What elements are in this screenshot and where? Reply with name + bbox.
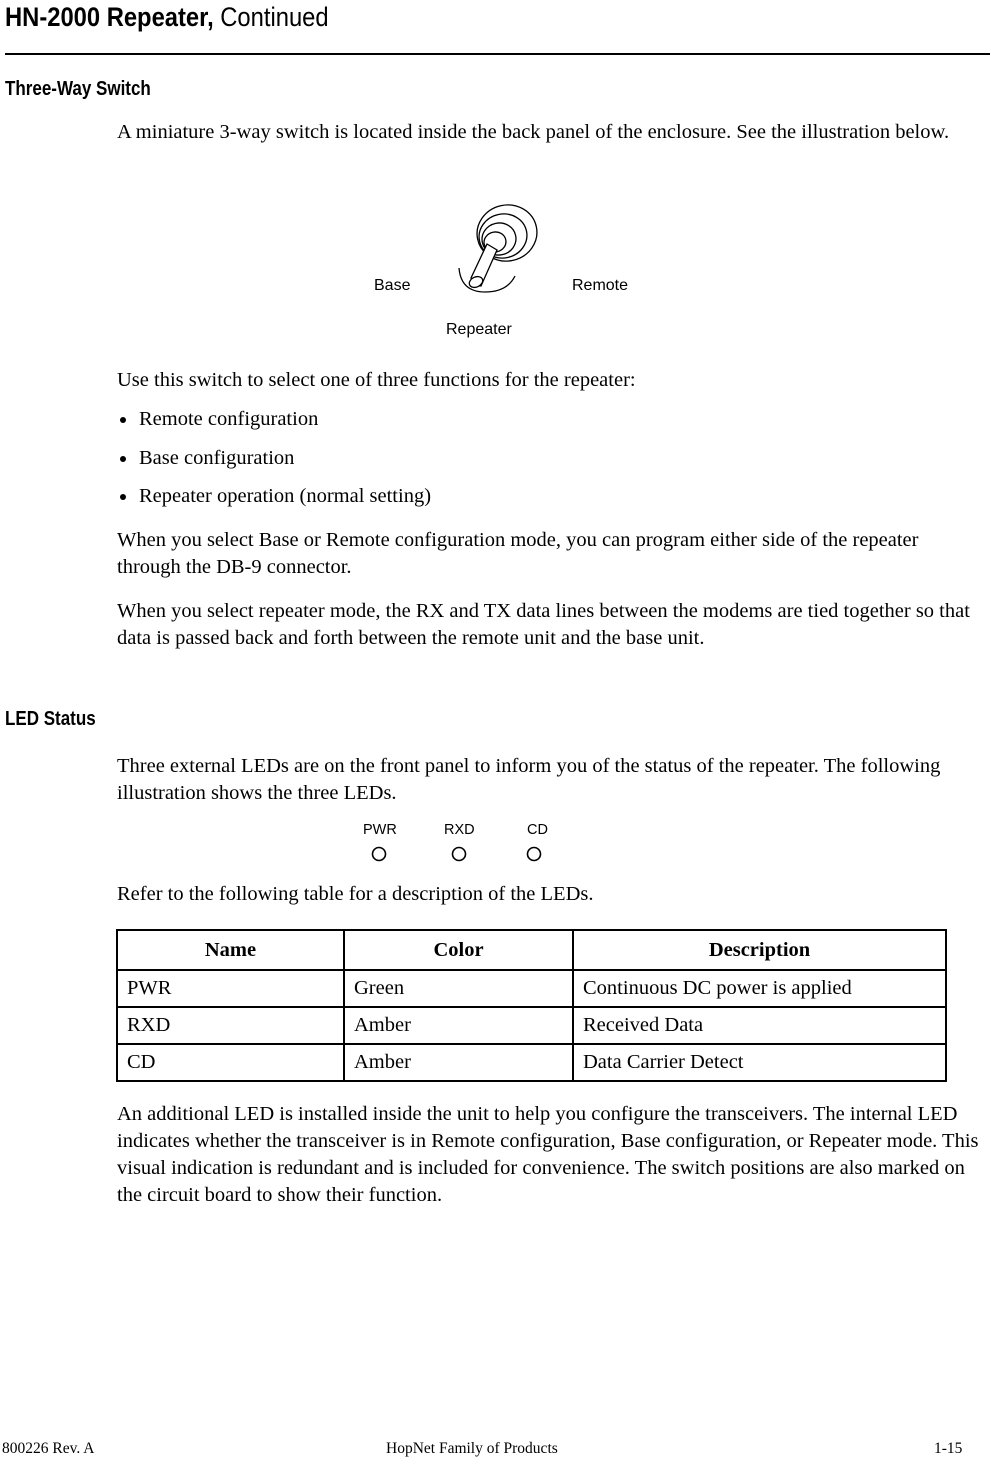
switch-label-base: Base [374,277,411,294]
table-row [117,1007,946,1044]
toggle-switch-icon [445,200,547,298]
table-cell: Amber [344,1007,573,1044]
list-item: Repeater operation (normal setting) [117,477,431,516]
led-intro-paragraph: Three external LEDs are on the front panel to inform you of the status of the repeater. The following illustration shows the three LEDs. [117,755,941,804]
list-item: Base configuration [117,439,431,478]
section-heading-three-way-switch: Three-Way Switch [5,78,151,100]
list-item: Remote configuration [117,400,431,439]
use-switch-paragraph: Use this switch to select one of three functions for the repeater: [117,369,636,391]
table-cell: Data Carrier Detect [573,1044,946,1081]
page-title [5,2,329,32]
table-cell: PWR [117,970,344,1007]
page-header [5,0,985,40]
led-label-cd: CD [527,822,548,838]
led-pwr-icon [373,848,386,861]
table-header-name: Name [117,930,344,970]
three-way-intro-paragraph: A miniature 3-way switch is located inside the back panel of the enclosure. See the illustration below. [117,121,950,143]
led-cd-icon [528,848,541,861]
table-cell: Received Data [573,1007,946,1044]
table-cell: Green [344,970,573,1007]
switch-functions-list [117,400,431,516]
table-cell: Continuous DC power is applied [573,970,946,1007]
page-title-bold: HN-2000 Repeater, [5,2,214,32]
table-row [117,1044,946,1081]
config-mode-paragraph: When you select Base or Remote configuration mode, you can program either side of the repeater through the DB-9 connector. [117,529,919,578]
footer-document-number: 800226 Rev. A [2,1440,95,1457]
switch-label-repeater: Repeater [446,321,512,338]
refer-table-paragraph: Refer to the following table for a description of the LEDs. [117,883,594,905]
footer-product-family: HopNet Family of Products [386,1440,558,1457]
led-label-pwr: PWR [363,822,397,838]
table-header-description: Description [573,930,946,970]
led-indicators [368,845,548,865]
table-header-row [117,930,946,970]
table-header-color: Color [344,930,573,970]
section-heading-led-status: LED Status [5,708,96,730]
led-label-rxd: RXD [444,822,475,838]
table-cell: RXD [117,1007,344,1044]
footer-page-number: 1-15 [934,1440,963,1457]
switch-label-remote: Remote [572,277,629,294]
repeater-mode-paragraph: When you select repeater mode, the RX and TX data lines between the modems are tied together so that data is passed back and forth between the remote unit and the base unit. [117,600,970,649]
table-cell: CD [117,1044,344,1081]
header-divider [5,53,990,55]
led-table [116,929,947,1082]
led-rxd-icon [453,848,466,861]
closing-paragraph: An additional LED is installed inside the unit to help you configure the transceivers. The internal LED indicates whether the transceiver is in Remote configuration, Base configuration, or Repeater mode. This visual indication is redundant and is included for convenience. The switch positions are also marked on the circuit board to show their function. [117,1103,979,1206]
table-row [117,970,946,1007]
table-cell: Amber [344,1044,573,1081]
page-title-continued: Continued [213,2,329,32]
